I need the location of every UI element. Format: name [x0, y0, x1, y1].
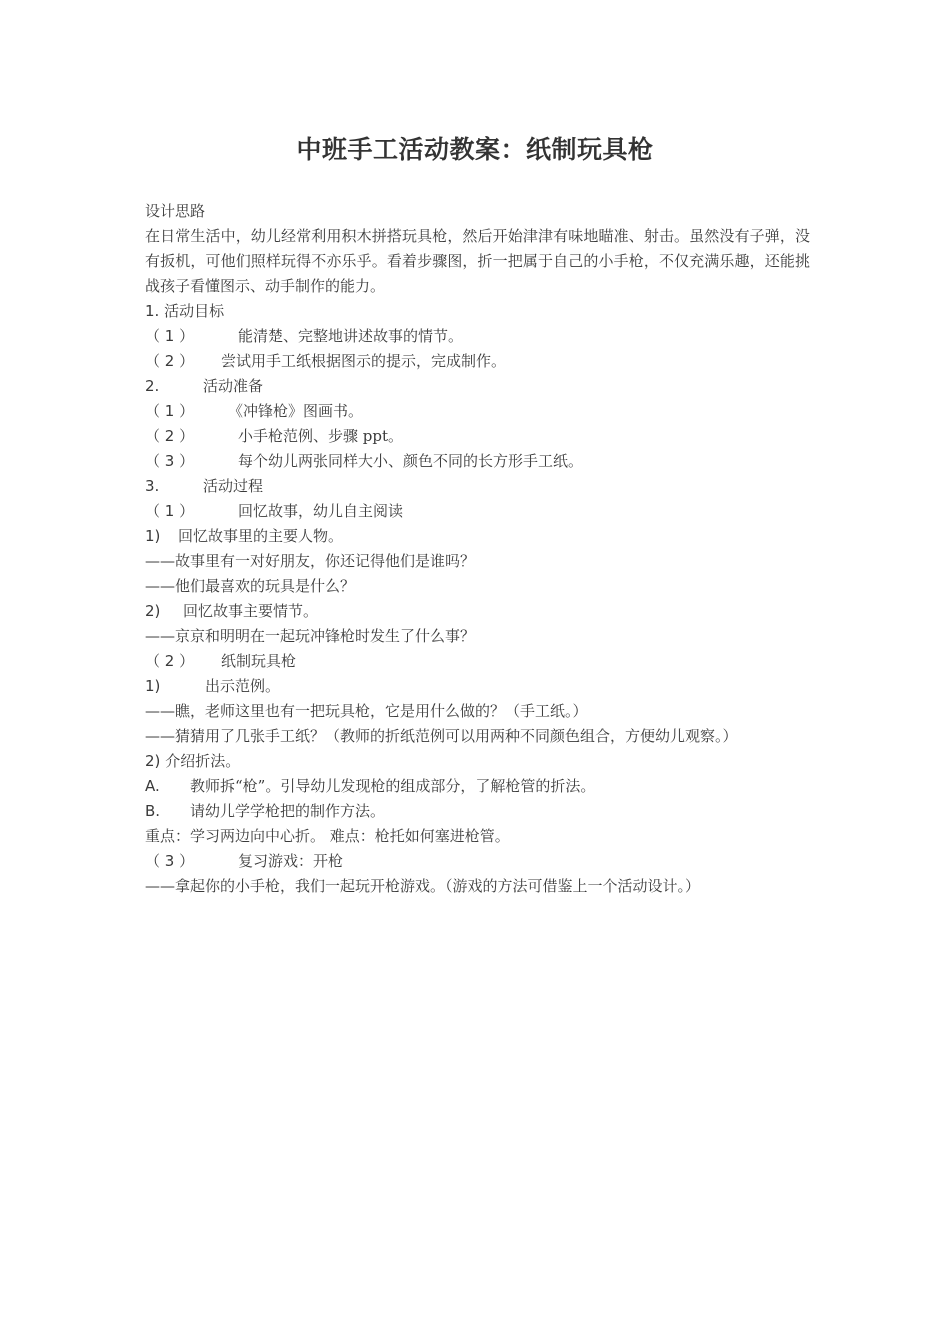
goal-item	[145, 324, 810, 349]
list-text: 回忆故事主要情节。	[183, 602, 319, 620]
preparation-item	[145, 399, 810, 424]
list-text: 每个幼儿两张同样大小、颜色不同的长方形手工纸。	[238, 452, 584, 470]
list-text: 回忆故事里的主要人物。	[178, 527, 344, 545]
list-text: 重点：学习两边向中心折。 难点：枪托如何塞进枪管。	[145, 827, 510, 845]
list-text: ——他们最喜欢的玩具是什么？	[145, 577, 356, 595]
list-text: ——故事里有一对好朋友，你还记得他们是谁吗？	[145, 552, 476, 570]
list-marker: 2)	[145, 602, 161, 620]
list-marker: （ 2 ）	[145, 352, 195, 370]
preparation-item	[145, 449, 810, 474]
list-text: 活动准备	[203, 377, 264, 395]
list-marker: （ 2 ）	[145, 652, 195, 670]
list-marker: 3.	[145, 477, 160, 495]
list-text: 请幼儿学学枪把的制作方法。	[190, 802, 386, 820]
list-text: ——瞧，老师这里也有一把玩具枪，它是用什么做的？（手工纸。）	[145, 702, 588, 720]
dialogue-line	[145, 874, 810, 899]
list-marker: （ 3 ）	[145, 452, 195, 470]
process-step	[145, 649, 810, 674]
list-marker: （ 3 ）	[145, 852, 195, 870]
preparation-heading	[145, 374, 810, 399]
list-text: 活动目标	[164, 302, 225, 320]
document-body	[145, 199, 810, 899]
process-step	[145, 849, 810, 874]
method-item	[145, 774, 810, 799]
list-marker: （ 1 ）	[145, 327, 195, 345]
list-text: 纸制玩具枪	[221, 652, 297, 670]
method-item	[145, 799, 810, 824]
intro-paragraph: 在日常生活中，幼儿经常利用积木拼搭玩具枪，然后开始津津有味地瞄准、射击。虽然没有子弹，没有扳机，可他们照样玩得不亦乐乎。看着步骤图，折一把属于自己的小手枪，不仅充满乐趣，还能挑战孩子看懂图示、动手制作的能力。	[145, 227, 810, 295]
dialogue-line	[145, 699, 810, 724]
dialogue-line	[145, 724, 810, 749]
list-marker: 2.	[145, 377, 160, 395]
goal-heading	[145, 299, 810, 324]
list-marker: 1.	[145, 302, 160, 320]
process-substep	[145, 674, 810, 699]
list-marker: （ 2 ）	[145, 427, 195, 445]
document-title: 中班手工活动教案：纸制玩具枪	[296, 135, 654, 164]
goal-item	[145, 349, 810, 374]
key-points-line	[145, 824, 810, 849]
list-text: ——京京和明明在一起玩冲锋枪时发生了什么事？	[145, 627, 476, 645]
list-text: 活动过程	[203, 477, 264, 495]
list-text: ——猜猜用了几张手工纸？（教师的折纸范例可以用两种不同颜色组合，方便幼儿观察。）	[145, 727, 738, 745]
section-heading-design-idea: 设计思路	[145, 202, 206, 220]
list-text: ——拿起你的小手枪，我们一起玩开枪游戏。（游戏的方法可借鉴上一个活动设计。）	[145, 877, 701, 895]
list-marker: （ 1 ）	[145, 402, 195, 420]
list-text: 小手枪范例、步骤 ppt。	[238, 427, 404, 445]
list-text: 《冲锋枪》图画书。	[228, 402, 364, 420]
process-substep	[145, 524, 810, 549]
dialogue-line	[145, 549, 810, 574]
list-text: 教师拆“枪”。引导幼儿发现枪的组成部分，了解枪管的折法。	[190, 777, 596, 795]
process-substep	[145, 749, 810, 774]
process-substep	[145, 599, 810, 624]
list-marker: B.	[145, 802, 161, 820]
process-heading	[145, 474, 810, 499]
list-text: 介绍折法。	[165, 752, 241, 770]
list-marker: A.	[145, 777, 160, 795]
dialogue-line	[145, 574, 810, 599]
list-text: 回忆故事，幼儿自主阅读	[238, 502, 404, 520]
list-text: 尝试用手工纸根据图示的提示，完成制作。	[221, 352, 507, 370]
list-text: 出示范例。	[205, 677, 281, 695]
list-marker: 1)	[145, 677, 161, 695]
list-text: 能清楚、完整地讲述故事的情节。	[238, 327, 464, 345]
preparation-item	[145, 424, 810, 449]
list-marker: 1)	[145, 527, 161, 545]
dialogue-line	[145, 624, 810, 649]
list-text: 复习游戏：开枪	[238, 852, 344, 870]
list-marker: （ 1 ）	[145, 502, 195, 520]
process-step	[145, 499, 810, 524]
list-marker: 2)	[145, 752, 161, 770]
